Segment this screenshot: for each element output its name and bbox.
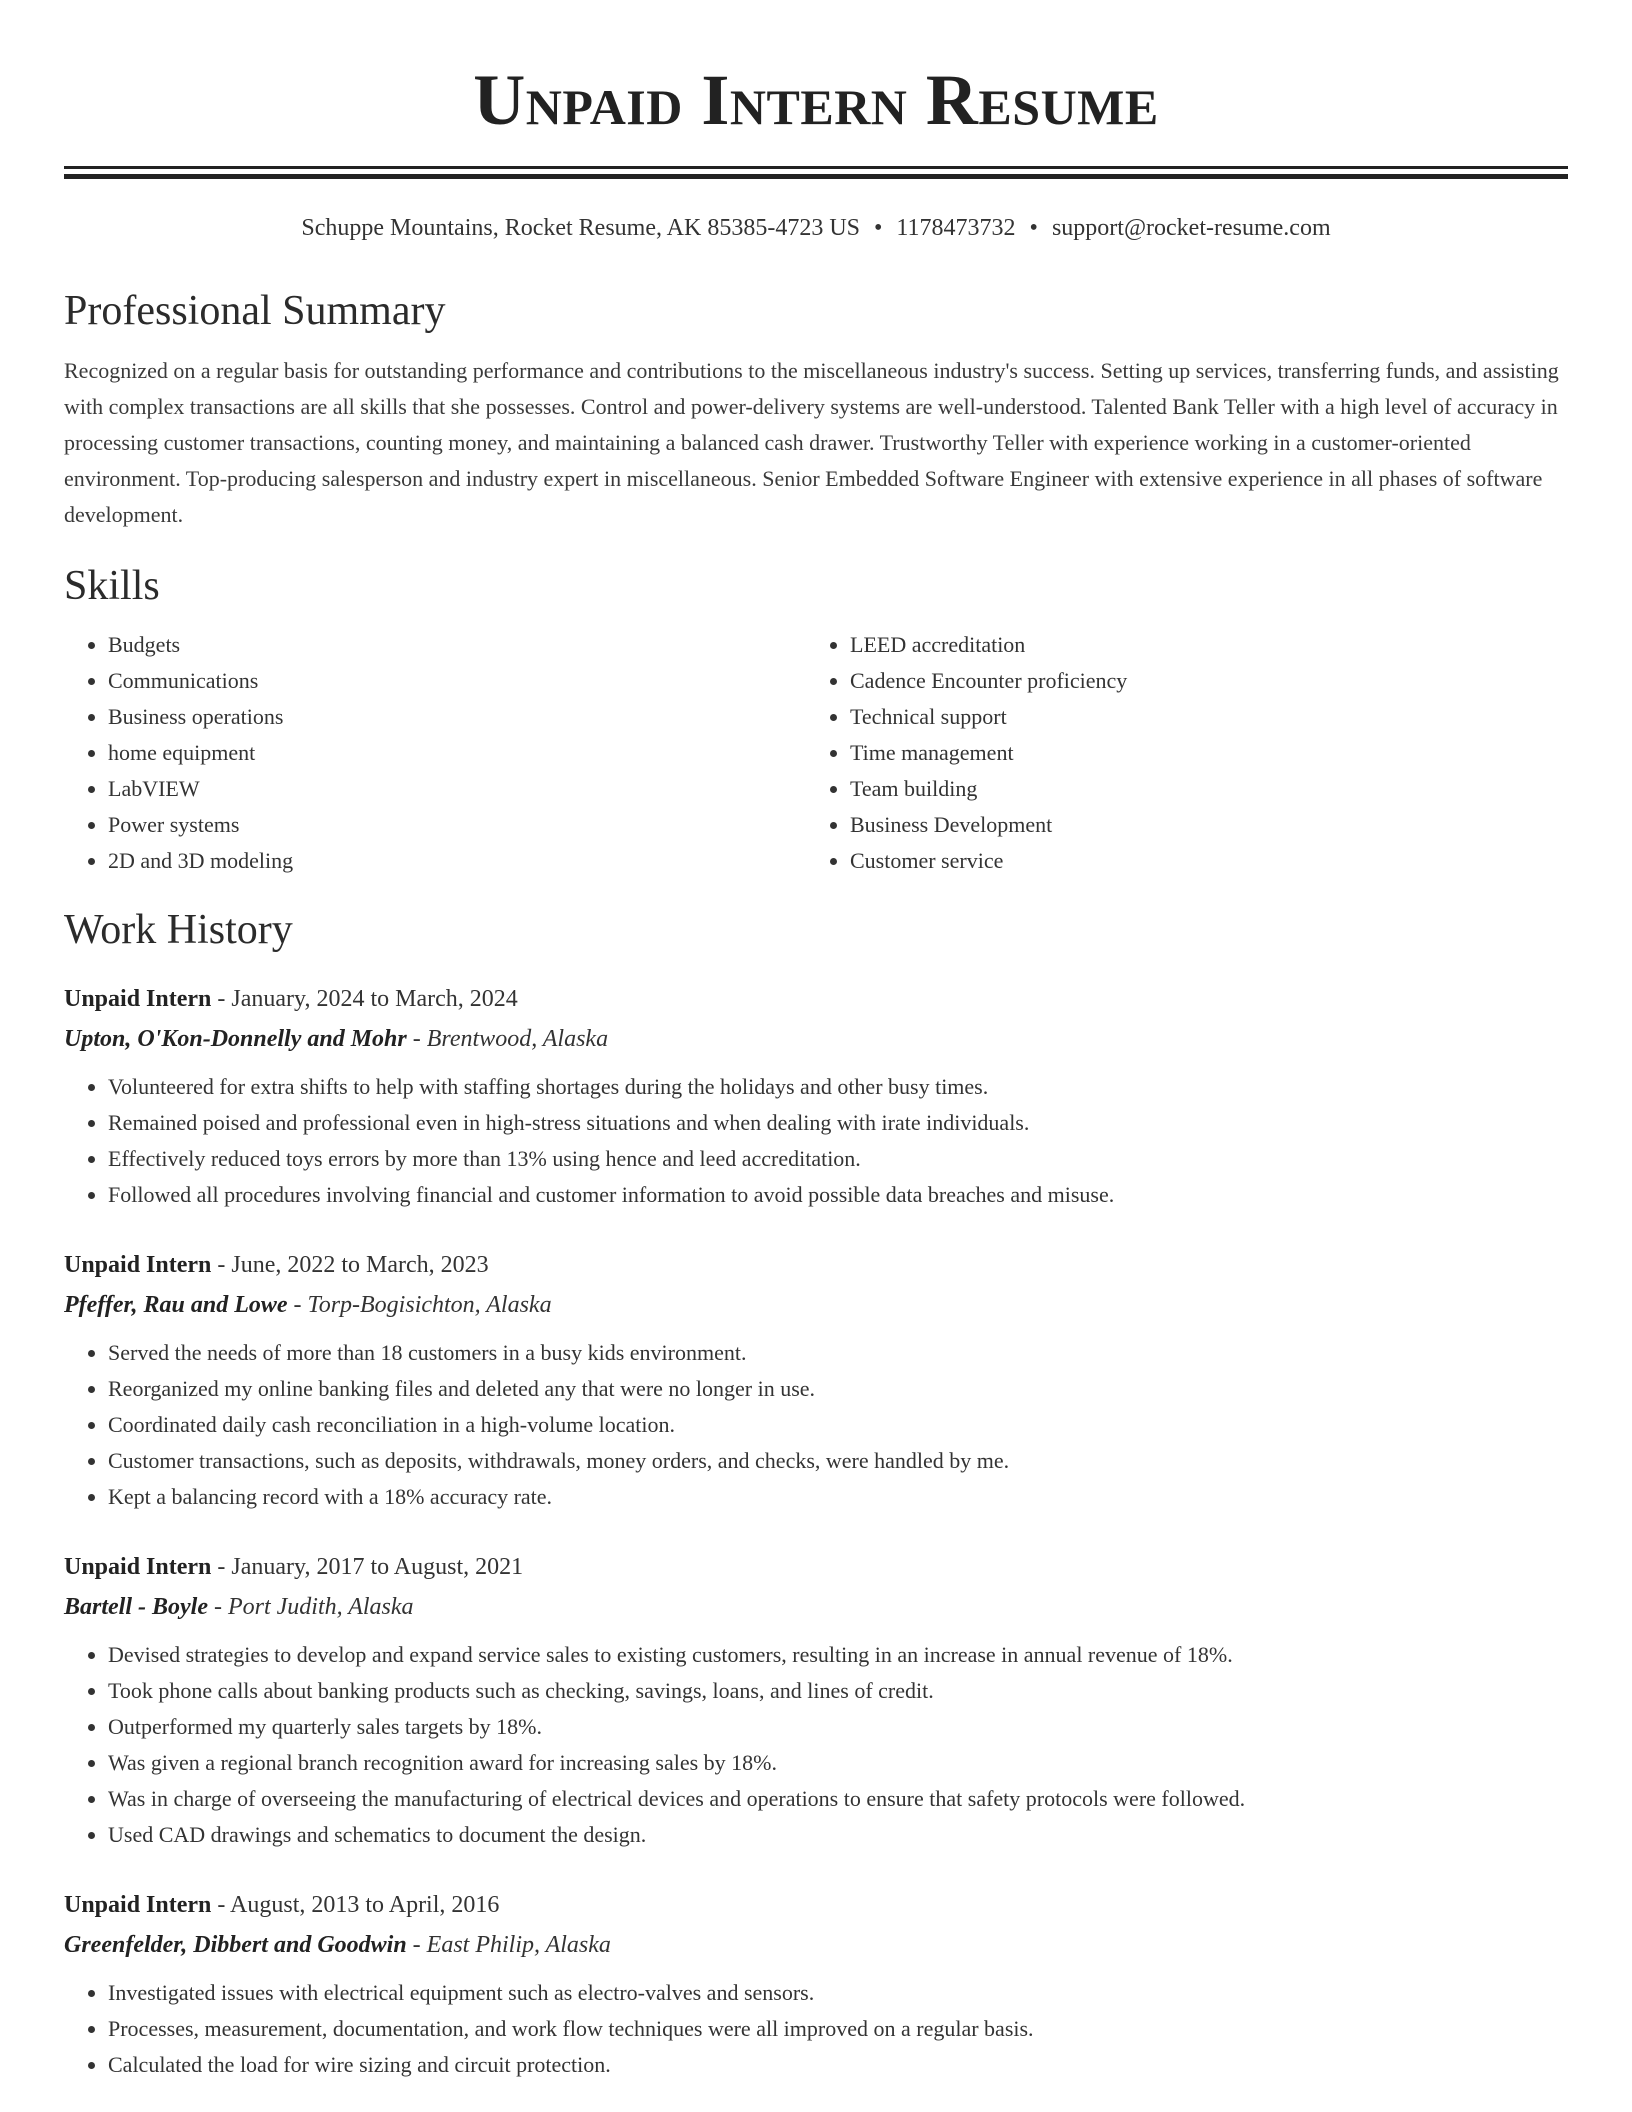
job-bullet: • Remained poised and professional even in high-stress situations and when dealing with irate individuals. xyxy=(108,1105,1568,1141)
job-title: Unpaid Intern xyxy=(64,1892,212,1918)
skill-item: • Technical support xyxy=(850,699,1548,735)
job-dates: January, 2024 to March, 2024 xyxy=(231,986,518,1012)
job-title: Unpaid Intern xyxy=(64,1252,212,1278)
job-bullet: • Coordinated daily cash reconciliation in a high-volume location. xyxy=(108,1407,1568,1443)
title-divider xyxy=(64,166,1568,179)
contact-phone: 1178473732 xyxy=(896,215,1016,241)
job-entry xyxy=(64,1547,1568,1853)
contact-separator: • xyxy=(1029,215,1038,241)
skill-item: • LEED accreditation xyxy=(850,627,1548,663)
summary-heading: Professional Summary xyxy=(64,288,446,334)
job-bullet: • Used CAD drawings and schematics to document the design. xyxy=(108,1817,1568,1853)
company-line: Bartell - Boyle - Port Judith, Alaska xyxy=(64,1594,414,1620)
job-title-line: Unpaid Intern - January, 2017 to August, 2021 xyxy=(64,1554,524,1580)
job-bullet: • Devised strategies to develop and expand service sales to existing customers, resulting in an increase in annual revenue of 18%. xyxy=(108,1637,1568,1673)
skills-heading: Skills xyxy=(64,563,160,609)
contact-line xyxy=(64,213,1568,243)
skill-item: • 2D and 3D modeling xyxy=(108,843,806,879)
job-entry xyxy=(64,1885,1568,2083)
job-bullet: • Processes, measurement, documentation, and work flow techniques were all improved on a regular basis. xyxy=(108,2011,1568,2047)
job-title-line: Unpaid Intern - August, 2013 to April, 2016 xyxy=(64,1892,500,1918)
job-bullets xyxy=(64,1335,1568,1515)
skill-item: • home equipment xyxy=(108,735,806,771)
resume-title: Unpaid Intern Resume xyxy=(473,60,1159,140)
job-bullet: • Calculated the load for wire sizing and circuit protection. xyxy=(108,2047,1568,2083)
job-entry xyxy=(64,1245,1568,1515)
skill-item: • Time management xyxy=(850,735,1548,771)
skill-item: • Business Development xyxy=(850,807,1548,843)
company-location: Port Judith, Alaska xyxy=(227,1594,414,1620)
company-line: Greenfelder, Dibbert and Goodwin - East Philip, Alaska xyxy=(64,1932,611,1958)
job-bullet: • Customer transactions, such as deposits, withdrawals, money orders, and checks, were handled by me. xyxy=(108,1443,1568,1479)
skill-item: • Budgets xyxy=(108,627,806,663)
job-bullet: • Was in charge of overseeing the manufacturing of electrical devices and operations to ensure that safety protocols were followed. xyxy=(108,1781,1568,1817)
skill-item: • Business operations xyxy=(108,699,806,735)
skill-item: • Power systems xyxy=(108,807,806,843)
job-bullet: • Outperformed my quarterly sales targets by 18%. xyxy=(108,1709,1568,1745)
skill-item: • Customer service xyxy=(850,843,1548,879)
skills-list xyxy=(64,627,1568,879)
work-history-heading: Work History xyxy=(64,907,293,953)
job-title: Unpaid Intern xyxy=(64,1554,212,1580)
skills-column-right xyxy=(806,627,1548,879)
company-name: Greenfelder, Dibbert and Goodwin xyxy=(64,1932,407,1958)
skills-column-left xyxy=(64,627,806,879)
job-bullet: • Effectively reduced toys errors by more than 13% using hence and leed accreditation. xyxy=(108,1141,1568,1177)
company-name: Bartell - Boyle xyxy=(64,1594,208,1620)
company-location: East Philip, Alaska xyxy=(426,1932,611,1958)
skill-item: • Communications xyxy=(108,663,806,699)
skill-item: • LabVIEW xyxy=(108,771,806,807)
job-entry xyxy=(64,979,1568,1213)
company-location: Torp-Bogisichton, Alaska xyxy=(307,1292,552,1318)
company-line: Upton, O'Kon-Donnelly and Mohr - Brentwood, Alaska xyxy=(64,1026,609,1052)
skill-item: • Team building xyxy=(850,771,1548,807)
job-bullet: • Investigated issues with electrical equipment such as electro-valves and sensors. xyxy=(108,1975,1568,2011)
resume-page xyxy=(64,0,1568,2083)
job-title-line: Unpaid Intern - June, 2022 to March, 2023 xyxy=(64,1252,489,1278)
job-bullet: • Kept a balancing record with a 18% accuracy rate. xyxy=(108,1479,1568,1515)
job-bullet: • Took phone calls about banking products such as checking, savings, loans, and lines of credit. xyxy=(108,1673,1568,1709)
job-dates: August, 2013 to April, 2016 xyxy=(230,1892,500,1918)
job-bullet: • Reorganized my online banking files and deleted any that were no longer in use. xyxy=(108,1371,1568,1407)
contact-address: Schuppe Mountains, Rocket Resume, AK 85385-4723 US xyxy=(301,215,861,241)
job-bullet: • Served the needs of more than 18 customers in a busy kids environment. xyxy=(108,1335,1568,1371)
company-line: Pfeffer, Rau and Lowe - Torp-Bogisichton, Alaska xyxy=(64,1292,552,1318)
contact-email: support@rocket-resume.com xyxy=(1051,215,1331,241)
company-location: Brentwood, Alaska xyxy=(426,1026,609,1052)
company-name: Upton, O'Kon-Donnelly and Mohr xyxy=(64,1026,407,1052)
contact-separator: • xyxy=(874,215,883,241)
job-title: Unpaid Intern xyxy=(64,986,212,1012)
summary-text: Recognized on a regular basis for outstanding performance and contributions to the miscellaneous industry's success. Setting up services, transferring funds, and assisting with complex transactions are all skills that she possesses. Control and power-delivery systems are well-understood. Talented Bank Teller with a high level of accuracy in processing customer transactions, counting money, and maintaining a balanced cash drawer. Trustworthy Teller with experience working in a customer-oriented environment. Top-producing salesperson and industry expert in miscellaneous. Senior Embedded Software Engineer with extensive experience in all phases of software development. xyxy=(64,358,1559,527)
job-bullet: • Volunteered for extra shifts to help with staffing shortages during the holidays and other busy times. xyxy=(108,1069,1568,1105)
job-title-line: Unpaid Intern - January, 2024 to March, 2024 xyxy=(64,986,518,1012)
job-dates: January, 2017 to August, 2021 xyxy=(231,1554,524,1580)
job-bullets xyxy=(64,1975,1568,2083)
skill-item: • Cadence Encounter proficiency xyxy=(850,663,1548,699)
job-dates: June, 2022 to March, 2023 xyxy=(231,1252,489,1278)
job-bullets xyxy=(64,1637,1568,1853)
company-name: Pfeffer, Rau and Lowe xyxy=(64,1292,288,1318)
job-bullet: • Was given a regional branch recognition award for increasing sales by 18%. xyxy=(108,1745,1568,1781)
job-bullet: • Followed all procedures involving financial and customer information to avoid possible data breaches and misuse. xyxy=(108,1177,1568,1213)
job-bullets xyxy=(64,1069,1568,1213)
